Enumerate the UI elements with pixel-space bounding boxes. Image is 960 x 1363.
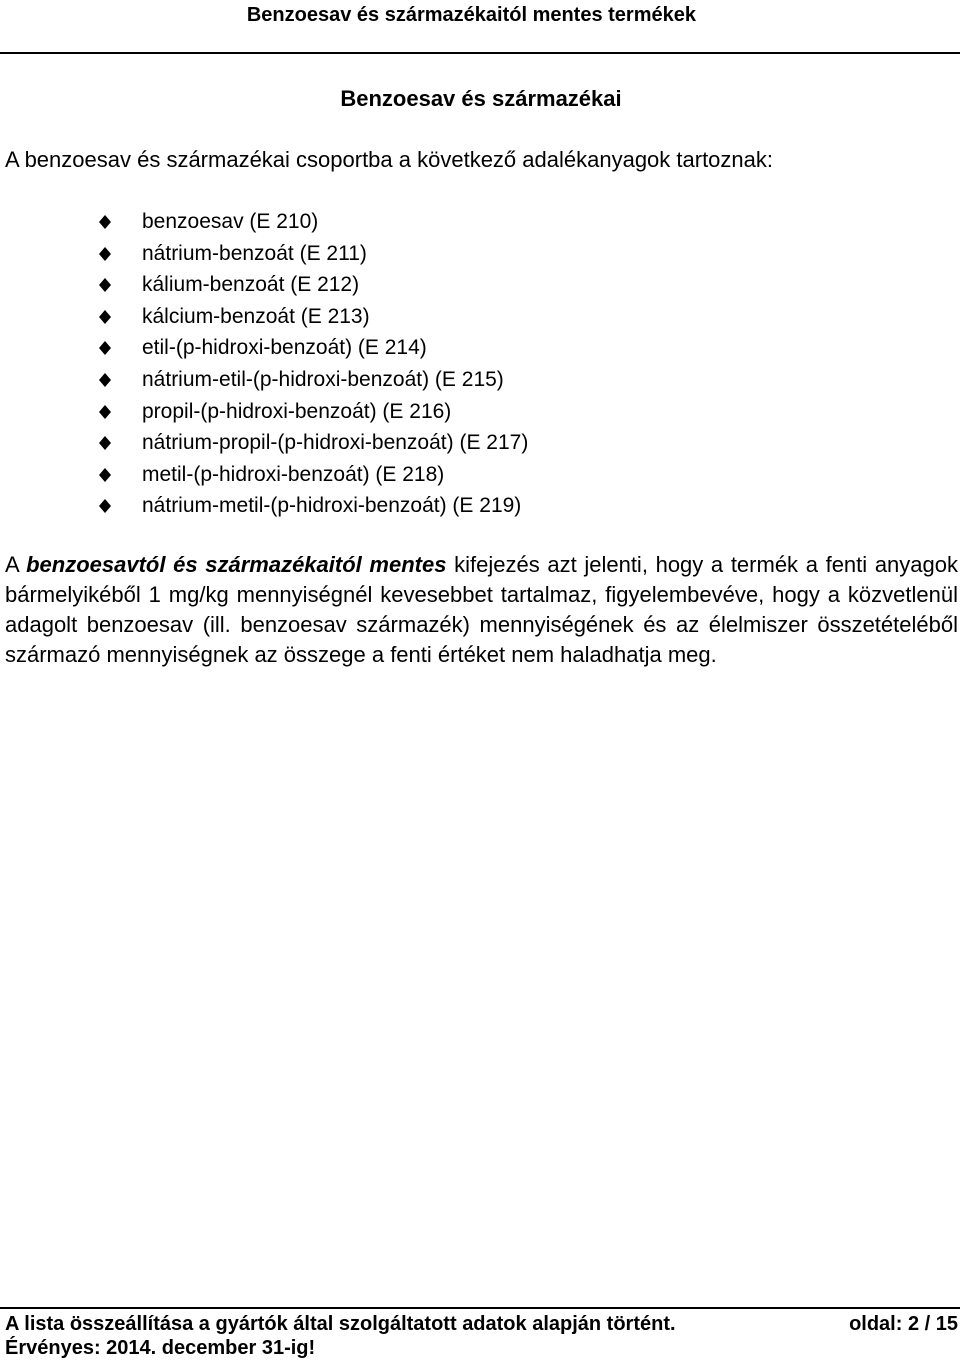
page-header: [0, 0, 960, 54]
section-title: Benzoesav és származékai: [340, 86, 622, 111]
list-item: [0, 396, 528, 428]
diamond-bullet-icon: [99, 405, 111, 419]
additive-label: kálcium-benzoát (E 213): [142, 304, 370, 328]
additive-label: metil-(p-hidroxi-benzoát) (E 218): [142, 462, 445, 486]
diamond-bullet-icon: [99, 215, 111, 229]
list-item: [0, 490, 528, 522]
list-item: [0, 269, 528, 301]
list-item: [0, 206, 528, 238]
diamond-bullet-icon: [99, 247, 111, 261]
additive-label: benzoesav (E 210): [142, 210, 319, 233]
additive-label: propil-(p-hidroxi-benzoát) (E 216): [142, 399, 452, 423]
diamond-bullet-icon: [99, 310, 111, 324]
header-title: Benzoesav és származékaitól mentes termékek: [246, 4, 696, 26]
footer-divider: [0, 1307, 960, 1309]
definition-emphasis: benzoesavtól és származékaitól mentes: [26, 552, 447, 577]
page-number: oldal: 2 / 15: [849, 1313, 958, 1335]
additive-label: etil-(p-hidroxi-benzoát) (E 214): [142, 336, 427, 360]
list-item: [0, 459, 528, 491]
list-item: [0, 427, 528, 459]
list-item: [0, 238, 528, 270]
additive-label: nátrium-metil-(p-hidroxi-benzoát) (E 219): [142, 494, 522, 518]
list-item: [0, 301, 528, 333]
diamond-bullet-icon: [99, 341, 111, 355]
diamond-bullet-icon: [99, 468, 111, 482]
definition-rest: kifejezés azt jelenti, hogy a termék a fenti anyagok bármelyikéből 1 mg/kg mennyiségnél kevesebbet tartalmaz, figyelembevéve, hogy a közvetlenül adagolt benzoesav (ill. benzoesav származék) mennyiségének és az élelmiszer összetételéből származó mennyiségnek az összege a fenti értéket nem haladhatja meg.: [5, 552, 958, 667]
additive-list: [0, 206, 528, 522]
diamond-bullet-icon: [99, 278, 111, 292]
additive-label: nátrium-benzoát (E 211): [142, 241, 367, 265]
definition-prefix: A: [5, 552, 27, 577]
additive-label: nátrium-etil-(p-hidroxi-benzoát) (E 215): [142, 367, 504, 391]
list-item: [0, 364, 528, 396]
footer-notes: [5, 1312, 676, 1360]
diamond-bullet-icon: [99, 373, 111, 387]
definition-paragraph: [5, 550, 958, 670]
diamond-bullet-icon: [99, 436, 111, 450]
diamond-bullet-icon: [99, 499, 111, 513]
footer-source-note: A lista összeállítása a gyártók által szolgáltatott adatok alapján történt.: [5, 1313, 676, 1335]
footer-validity: Érvényes: 2014. december 31-ig!: [5, 1337, 316, 1359]
additive-label: kálium-benzoát (E 212): [142, 273, 360, 297]
list-item: [0, 332, 528, 364]
intro-text: A benzoesav és származékai csoportba a következő adalékanyagok tartoznak:: [5, 147, 774, 172]
additive-label: nátrium-propil-(p-hidroxi-benzoát) (E 217): [142, 431, 529, 455]
